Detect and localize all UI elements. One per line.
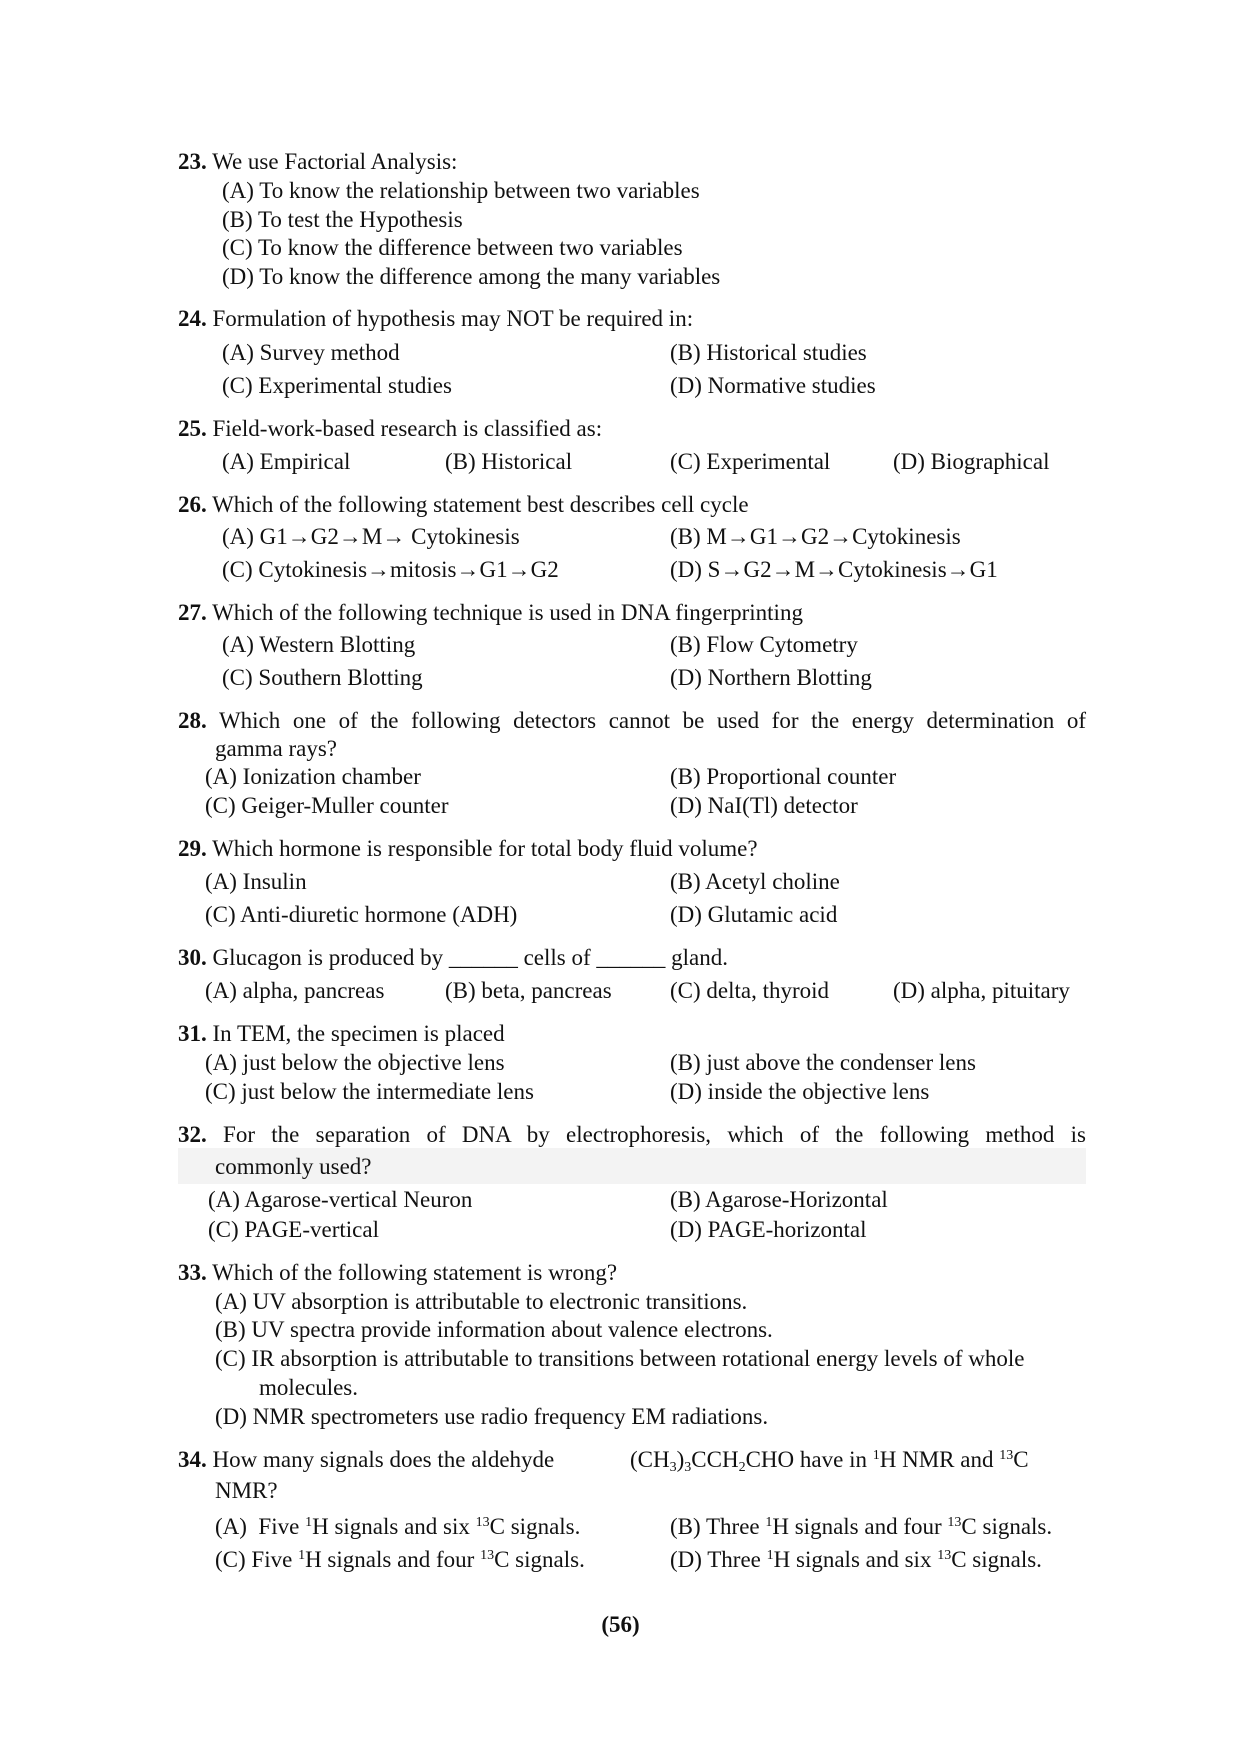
- option-c: [215, 1546, 585, 1574]
- option-c: (C) just below the intermediate lens: [205, 1079, 534, 1104]
- option-b: (B) M→G1→G2→Cytokinesis: [670, 524, 961, 549]
- option-c: (C) Southern Blotting: [222, 665, 423, 690]
- question-number: 29.: [178, 836, 207, 861]
- question-number: 27.: [178, 600, 207, 625]
- question-text: H NMR and: [879, 1447, 1000, 1472]
- question-number: 34.: [178, 1447, 207, 1472]
- option-c: (C) IR absorption is attributable to transitions between rotational energy levels of whole: [215, 1346, 1025, 1371]
- isotope-superscript: 13: [480, 1548, 495, 1563]
- isotope-superscript: 13: [937, 1548, 952, 1563]
- isotope-superscript: 1: [872, 1448, 880, 1463]
- option-b: (B) Flow Cytometry: [670, 632, 858, 657]
- option-d: (D) S→G2→M→Cytokinesis→G1: [670, 557, 998, 582]
- formula-part: (CH: [630, 1447, 670, 1472]
- option-a: (A) Agarose-vertical Neuron: [208, 1187, 473, 1212]
- question-text: C: [1013, 1447, 1029, 1472]
- question-23: [178, 148, 457, 176]
- option-text: C signals.: [961, 1514, 1053, 1539]
- option-c: (C) Anti-diuretic hormone (ADH): [205, 902, 518, 927]
- option-d: (D) Northern Blotting: [670, 665, 872, 690]
- formula-part: CCH: [691, 1447, 739, 1472]
- isotope-superscript: 13: [947, 1515, 962, 1530]
- option-b: (B) Proportional counter: [670, 764, 897, 789]
- question-text: We use Factorial Analysis:: [212, 149, 458, 174]
- option-d: (D) alpha, pituitary: [893, 978, 1070, 1003]
- formula-subscript: 2: [738, 1460, 746, 1475]
- question-30: [178, 944, 728, 972]
- question-text: How many signals does the aldehyde: [212, 1447, 555, 1472]
- option-c: (C) delta, thyroid: [670, 978, 830, 1003]
- option-b: (B) just above the condenser lens: [670, 1050, 976, 1075]
- isotope-superscript: 13: [475, 1515, 490, 1530]
- isotope-superscript: 1: [766, 1548, 774, 1563]
- question-26: [178, 491, 749, 519]
- option-a: (A) Survey method: [222, 340, 400, 365]
- option-text: H signals and four: [772, 1514, 948, 1539]
- formula-subscript: 3: [669, 1460, 677, 1475]
- option-a: (A) just below the objective lens: [205, 1050, 505, 1075]
- option-text: H signals and four: [305, 1547, 481, 1572]
- question-text-continued: NMR?: [215, 1478, 278, 1503]
- question-24: [178, 305, 693, 333]
- option-b: [670, 1513, 1052, 1541]
- question-number: 25.: [178, 416, 207, 441]
- option-d: (D) inside the objective lens: [670, 1079, 930, 1104]
- option-a: [215, 1513, 580, 1541]
- question-text-continued: gamma rays?: [215, 736, 337, 761]
- question-27: [178, 599, 803, 627]
- option-a: (A) Empirical: [222, 449, 351, 474]
- option-text: (B) Three: [670, 1514, 766, 1539]
- question-32: [178, 1121, 1086, 1149]
- option-a: (A) UV absorption is attributable to electronic transitions.: [215, 1289, 748, 1314]
- option-d: (D) Glutamic acid: [670, 902, 838, 927]
- question-29: [178, 835, 758, 863]
- question-number: 26.: [178, 492, 207, 517]
- formula-part: CHO: [745, 1447, 795, 1472]
- question-text: For the separation of DNA by electrophoresis, which of the following method is: [223, 1122, 1087, 1147]
- option-text: (C) Five: [215, 1547, 299, 1572]
- option-a: (A) G1→G2→M→ Cytokinesis: [222, 524, 520, 549]
- option-a: (A) alpha, pancreas: [205, 978, 385, 1003]
- option-text: (A) Five: [215, 1514, 306, 1539]
- option-b: (B) Historical: [445, 449, 573, 474]
- question-text: have in: [794, 1447, 873, 1472]
- option-b: (B) UV spectra provide information about valence electrons.: [215, 1317, 773, 1342]
- option-a: (A) Insulin: [205, 869, 307, 894]
- question-number: 30.: [178, 945, 207, 970]
- question-31: [178, 1020, 505, 1048]
- question-33: [178, 1259, 617, 1287]
- option-d: (D) To know the difference among the many variables: [222, 264, 721, 289]
- option-c: (C) Cytokinesis→mitosis→G1→G2: [222, 557, 559, 582]
- question-text: Which one of the following detectors cannot be used for the energy determination of: [218, 708, 1086, 733]
- option-text: C signals.: [951, 1547, 1042, 1572]
- question-text: Field-work-based research is classified as:: [212, 416, 603, 441]
- option-text: H signals and six: [312, 1514, 476, 1539]
- option-a: (A) To know the relationship between two variables: [222, 178, 700, 203]
- option-d: (D) NaI(Tl) detector: [670, 793, 858, 818]
- question-28: [178, 707, 1086, 735]
- question-text: Which of the following statement is wrong?: [212, 1260, 618, 1285]
- option-d: (D) Biographical: [893, 449, 1050, 474]
- formula-part: ): [676, 1447, 685, 1472]
- option-text: (D) Three: [670, 1547, 767, 1572]
- isotope-superscript: 1: [305, 1515, 313, 1530]
- question-text: Which hormone is responsible for total body fluid volume?: [212, 836, 758, 861]
- question-34: [178, 1446, 554, 1474]
- option-c-continued: molecules.: [259, 1375, 358, 1400]
- question-number: 24.: [178, 306, 207, 331]
- chemical-formula: [630, 1446, 1029, 1474]
- question-text: Formulation of hypothesis may NOT be required in:: [212, 306, 694, 331]
- option-c: (C) PAGE-vertical: [208, 1217, 379, 1242]
- question-number: 28.: [178, 708, 207, 733]
- option-b: (B) beta, pancreas: [445, 978, 612, 1003]
- option-c: (C) To know the difference between two variables: [222, 235, 683, 260]
- question-text: Glucagon is produced by ______ cells of ______ gland.: [212, 945, 728, 970]
- question-number: 33.: [178, 1260, 207, 1285]
- question-text: Which of the following technique is used in DNA fingerprinting: [212, 600, 803, 625]
- option-b: (B) Historical studies: [670, 340, 867, 365]
- isotope-superscript: 13: [999, 1448, 1014, 1463]
- question-25: [178, 415, 602, 443]
- option-b: (B) Agarose-Horizontal: [670, 1187, 888, 1212]
- question-text-continued: commonly used?: [215, 1154, 372, 1179]
- question-text: In TEM, the specimen is placed: [212, 1021, 505, 1046]
- formula-subscript: 3: [684, 1460, 692, 1475]
- page-number: (56): [601, 1612, 640, 1637]
- option-d: (D) Normative studies: [670, 373, 876, 398]
- option-text: C signals.: [489, 1514, 581, 1539]
- question-text: Which of the following statement best describes cell cycle: [212, 492, 749, 517]
- question-number: 31.: [178, 1021, 207, 1046]
- option-text: C signals.: [494, 1547, 585, 1572]
- option-a: (A) Ionization chamber: [205, 764, 421, 789]
- option-d: (D) PAGE-horizontal: [670, 1217, 867, 1242]
- question-number: 32.: [178, 1122, 207, 1147]
- isotope-superscript: 1: [298, 1548, 306, 1563]
- isotope-superscript: 1: [765, 1515, 773, 1530]
- option-a: (A) Western Blotting: [222, 632, 416, 657]
- option-d: [670, 1546, 1042, 1574]
- option-b: (B) Acetyl choline: [670, 869, 840, 894]
- option-c: (C) Experimental: [670, 449, 831, 474]
- question-number: 23.: [178, 149, 207, 174]
- option-b: (B) To test the Hypothesis: [222, 207, 463, 232]
- option-d: (D) NMR spectrometers use radio frequency EM radiations.: [215, 1404, 769, 1429]
- option-c: (C) Geiger-Muller counter: [205, 793, 449, 818]
- option-text: H signals and six: [773, 1547, 938, 1572]
- option-c: (C) Experimental studies: [222, 373, 452, 398]
